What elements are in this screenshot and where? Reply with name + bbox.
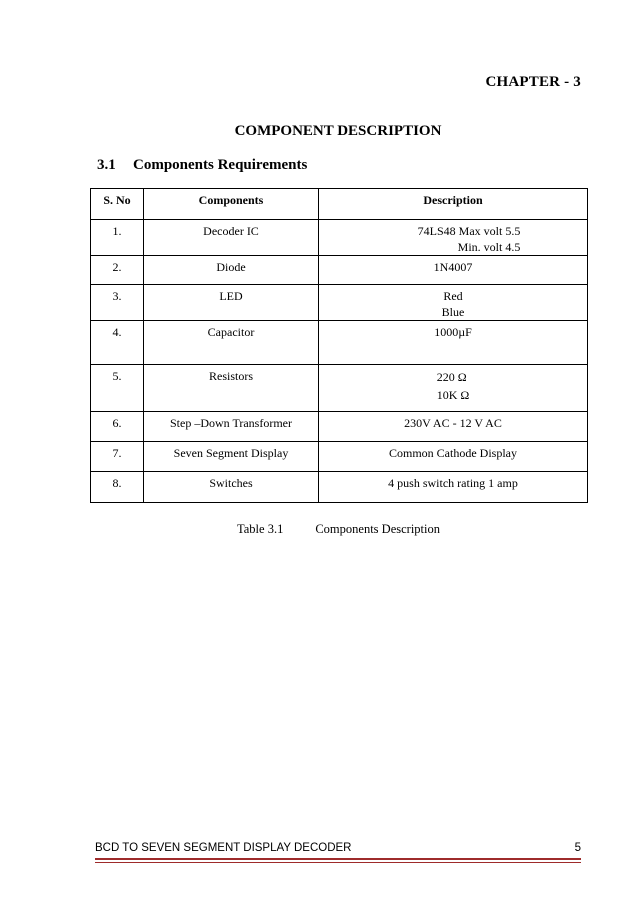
table-row xyxy=(91,412,588,442)
table-row xyxy=(91,321,588,365)
components-table xyxy=(90,188,588,503)
footer-rule-thin xyxy=(95,862,581,863)
cell-sno: 7. xyxy=(91,442,144,472)
table-row xyxy=(91,365,588,412)
table-row xyxy=(91,442,588,472)
description-line: Min. volt 4.5 xyxy=(457,240,521,254)
table-caption xyxy=(237,522,440,537)
cell-component: Capacitor xyxy=(144,321,319,365)
cell-sno: 3. xyxy=(91,285,144,321)
table-row xyxy=(91,220,588,256)
table-row xyxy=(91,472,588,503)
cell-sno: 6. xyxy=(91,412,144,442)
description-line: Common Cathode Display xyxy=(389,446,517,460)
cell-sno: 5. xyxy=(91,365,144,412)
caption-text: Components Description xyxy=(315,522,440,536)
cell-component: Decoder IC xyxy=(144,220,319,256)
section-heading xyxy=(97,157,307,174)
description-line: 1N4007 xyxy=(433,260,473,274)
cell-description xyxy=(319,285,588,321)
cell-component: Step –Down Transformer xyxy=(144,412,319,442)
page-title: COMPONENT DESCRIPTION xyxy=(234,123,442,139)
cell-sno: 2. xyxy=(91,256,144,285)
description-line: 10K Ω xyxy=(436,388,470,402)
description-line: 1000µF xyxy=(434,325,472,339)
page-number: 5 xyxy=(574,842,581,854)
page-footer xyxy=(95,842,581,854)
cell-description xyxy=(319,220,588,256)
cell-sno: 1. xyxy=(91,220,144,256)
cell-description xyxy=(319,472,588,503)
cell-description xyxy=(319,256,588,285)
cell-component: Resistors xyxy=(144,365,319,412)
cell-sno: 8. xyxy=(91,472,144,503)
description-block xyxy=(386,223,521,255)
table-row xyxy=(91,256,588,285)
cell-component: Switches xyxy=(144,472,319,503)
cell-description xyxy=(319,365,588,412)
section-title: Components Requirements xyxy=(133,157,308,173)
caption-label: Table 3.1 xyxy=(237,522,284,536)
table-row xyxy=(91,285,588,321)
column-header-components: Components xyxy=(144,189,319,220)
cell-sno: 4. xyxy=(91,321,144,365)
cell-component: Seven Segment Display xyxy=(144,442,319,472)
table-header-row xyxy=(91,189,588,220)
cell-component: LED xyxy=(144,285,319,321)
chapter-heading: CHAPTER - 3 xyxy=(485,74,581,90)
section-number: 3.1 xyxy=(97,157,116,173)
cell-description xyxy=(319,442,588,472)
cell-description xyxy=(319,412,588,442)
footer-title: BCD TO SEVEN SEGMENT DISPLAY DECODER xyxy=(95,842,352,854)
description-line: Red xyxy=(443,289,463,303)
description-block xyxy=(437,368,470,404)
description-line: Blue xyxy=(441,305,465,319)
footer-rule-thick xyxy=(95,858,581,860)
description-line: 230V AC - 12 V AC xyxy=(404,416,502,430)
column-header-sno: S. No xyxy=(91,189,144,220)
column-header-description: Description xyxy=(319,189,588,220)
cell-component: Diode xyxy=(144,256,319,285)
description-line: 4 push switch rating 1 amp xyxy=(388,476,518,490)
description-line: 220 Ω xyxy=(436,370,467,384)
description-line: 74LS48 Max volt 5.5 xyxy=(417,224,521,238)
cell-description xyxy=(319,321,588,365)
